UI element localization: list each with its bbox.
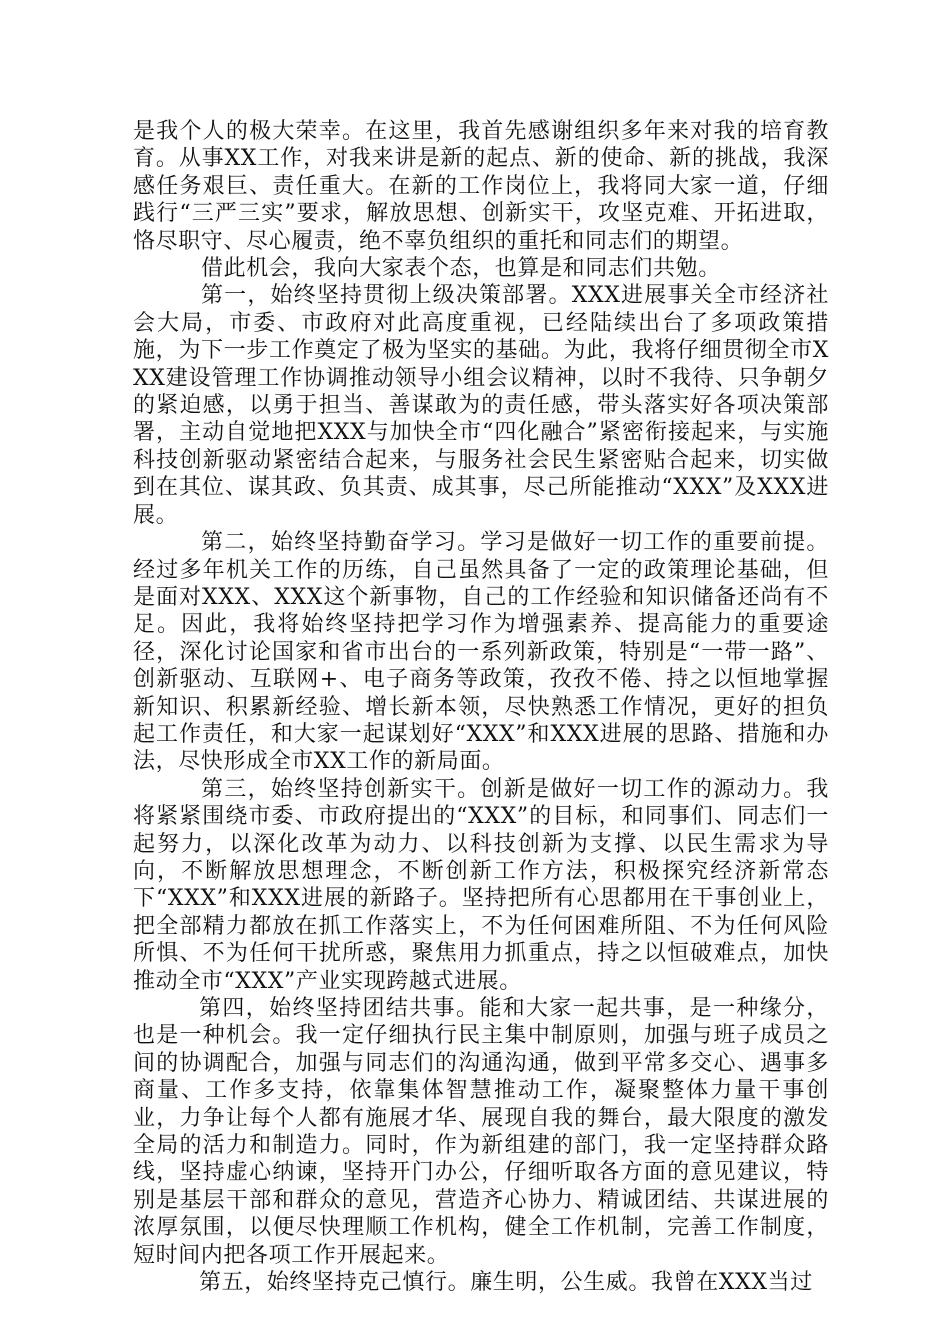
document-body	[133, 118, 829, 1296]
paragraph-point-four: 第四，始终坚持团结共事。能和大家一起共事，是一种缘分，也是一种机会。我一定仔细执行民主集中制原则，加强与班子成员之间的协调配合，加强与同志们的沟通沟通，做到平常多交心、遇事多商量、工作多支持，依靠集体智慧推动工作，凝聚整体力量干事创业，力争让每个人都有施展才华、展现自我的舞台，最大限度的激发全局的活力和制造力。同时，作为新组建的部门，我一定坚持群众路线，坚持虚心纳谏，坚持开门办公，仔细听取各方面的意见建议，特别是基层干部和群众的意见，营造齐心协力、精诚团结、共谋进展的浓厚氛围，以便尽快理顺工作机构，健全工作机制，完善工作制度，短时间内把各项工作开展起来。	[133, 996, 829, 1268]
paragraph-statement: 借此机会，我向大家表个态，也算是和同志们共勉。	[201, 256, 721, 282]
paragraph-point-one: 第一，始终坚持贯彻上级决策部署。XXX进展事关全市经济社会大局，市委、市政府对此高度重视，已经陆续出台了多项政策措施，为下一步工作奠定了极为坚实的基础。为此，我将仔细贯彻全市XXX建设管理工作协调推动领导小组会议精神，以时不我待、只争朝夕的紧迫感，以勇于担当、善谋敢为的责任感，带头落实好各项决策部署，主动自觉地把XXX与加快全市“四化融合”紧密衔接起来，与实施科技创新驱动紧密结合起来，与服务社会民生紧密贴合起来，切实做到在其位、谋其政、负其责、成其事，尽己所能推动“XXX”及XXX进展。	[133, 283, 829, 528]
paragraph-point-two: 第二，始终坚持勤奋学习。学习是做好一切工作的重要前提。经过多年机关工作的历练，自己虽然具备了一定的政策理论基础，但是面对XXX、XXX这个新事物，自己的工作经验和知识储备还尚有不足。因此，我将始终坚持把学习作为增强素养、提高能力的重要途径，深化讨论国家和省市出台的一系列新政策，特别是“一带一路”、创新驱动、互联网+、电子商务等政策，孜孜不倦、持之以恒地掌握新知识、积累新经验、增长新本领，尽快熟悉工作情况，更好的担负起工作责任，和大家一起谋划好“XXX”和XXX进展的思路、措施和办法，尽快形成全市XX工作的新局面。	[133, 530, 829, 775]
paragraph-opening: 是我个人的极大荣幸。在这里，我首先感谢组织多年来对我的培育教育。从事XX工作，对我来讲是新的起点、新的使命、新的挑战，我深感任务艰巨、责任重大。在新的工作岗位上，我将同大家一道，仔细践行“三严三实”要求，解放思想、创新实干，攻坚克难、开拓进取，恪尽职守、尽心履责，绝不辜负组织的重托和同志们的期望。	[133, 119, 829, 254]
paragraph-point-five: 第五，始终坚持克己慎行。廉生明，公生威。我曾在XXX当过	[199, 1270, 813, 1296]
paragraph-point-three: 第三，始终坚持创新实干。创新是做好一切工作的源动力。我将紧紧围绕市委、市政府提出的“XXX”的目标，和同事们、同志们一起努力，以深化改革为动力、以科技创新为支撑、以民生需求为导向，不断解放思想理念，不断创新工作方法，积极探究经济新常态下“XXX”和XXX进展的新路子。坚持把所有心思都用在干事创业上，把全部精力都放在抓工作落实上，不为任何困难所阻、不为任何风险所惧、不为任何干扰所惑，聚焦用力抓重点，持之以恒破难点，加快推动全市“XXX”产业实现跨越式进展。	[133, 776, 829, 994]
